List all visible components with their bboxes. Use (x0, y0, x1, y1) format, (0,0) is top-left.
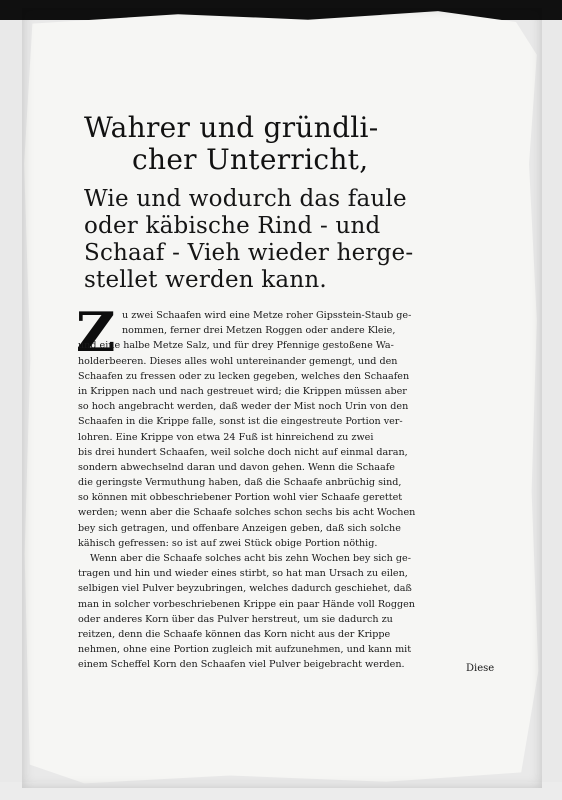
body-line: Wenn aber die Schaafe solches acht bis zehn Wochen bey sich ge- (90, 553, 411, 564)
body-line: Schaafen in die Krippe falle, sonst ist die eingestreute Portion ver- (78, 416, 403, 428)
body-line: Schaafen zu fressen oder zu lecken gegeben, welches den Schaafen (78, 370, 410, 382)
body-line: lohren. Eine Krippe von etwa 24 Fuß ist hinreichend zu zwei (78, 431, 374, 443)
subtitle-line-4: stellet werden kann. (84, 267, 327, 293)
body-line: werden; wenn aber die Schaafe solches schon sechs bis acht Wochen (78, 507, 416, 519)
catchword: Diese (466, 663, 495, 674)
body-line: tragen und hin und wieder eines stirbt, so hat man Ursach zu eilen, (78, 568, 408, 580)
body-line: und eine halbe Metze Salz, und für drey Pfennige gestoßene Wa- (78, 340, 394, 352)
body-line: oder anderes Korn über das Pulver herstreut, um sie dadurch zu (78, 613, 393, 625)
body-line: selbigen viel Pulver beyzubringen, welches dadurch geschiehet, daß (78, 583, 412, 595)
body-line: sondern abwechselnd daran und davon gehen. Wenn die Schaafe (78, 461, 395, 473)
subtitle-line-2: oder käbische Rind - und (84, 213, 381, 239)
body-line: so können mit obbeschriebener Portion wohl vier Schaafe gerettet (78, 492, 403, 504)
title-line-1: Wahrer und gründli- (84, 111, 379, 144)
title-line-2: cher Unterricht, (132, 143, 369, 176)
document-subtitle (84, 186, 504, 294)
subtitle-line-3: Schaaf - Vieh wieder herge- (84, 240, 414, 266)
body-line: in Krippen nach und nach gestreuet wird; die Krippen müssen aber (78, 385, 407, 397)
body-line: bey sich getragen, und offenbare Anzeigen geben, daß sich solche (78, 522, 401, 534)
body-text (78, 308, 498, 673)
body-line: reitzen, denn die Schaafe können das Korn nicht aus der Krippe (78, 628, 391, 640)
subtitle-line-1: Wie und wodurch das faule (84, 186, 407, 212)
drop-cap: Z (76, 300, 116, 364)
body-line: so hoch angebracht werden, daß weder der Mist noch Urin von den (78, 401, 409, 413)
body-line: kähisch gefressen: so ist auf zwei Stück obige Portion nöthig. (78, 537, 378, 549)
body-line: u zwei Schaafen wird eine Metze roher Gipsstein-Staub ge- (122, 310, 412, 321)
body-line: einem Scheffel Korn den Schaafen viel Pulver beigebracht werden. (78, 659, 405, 671)
body-line: nommen, ferner drei Metzen Roggen oder andere Kleie, (122, 325, 396, 337)
body-line: bis drei hundert Schaafen, weil solche doch nicht auf einmal daran, (78, 446, 408, 458)
document-title (84, 112, 504, 176)
body-line: holderbeeren. Dieses alles wohl untereinander gemengt, und den (78, 355, 398, 367)
body-line: man in solcher vorbeschriebenen Krippe ein paar Hände voll Roggen (78, 598, 415, 610)
scan-bottom-margin (0, 782, 562, 800)
body-line: die geringste Vermuthung haben, daß die Schaafe anbrüchig sind, (78, 477, 402, 489)
body-line: nehmen, ohne eine Portion zugleich mit aufzunehmen, und kann mit (78, 644, 412, 656)
